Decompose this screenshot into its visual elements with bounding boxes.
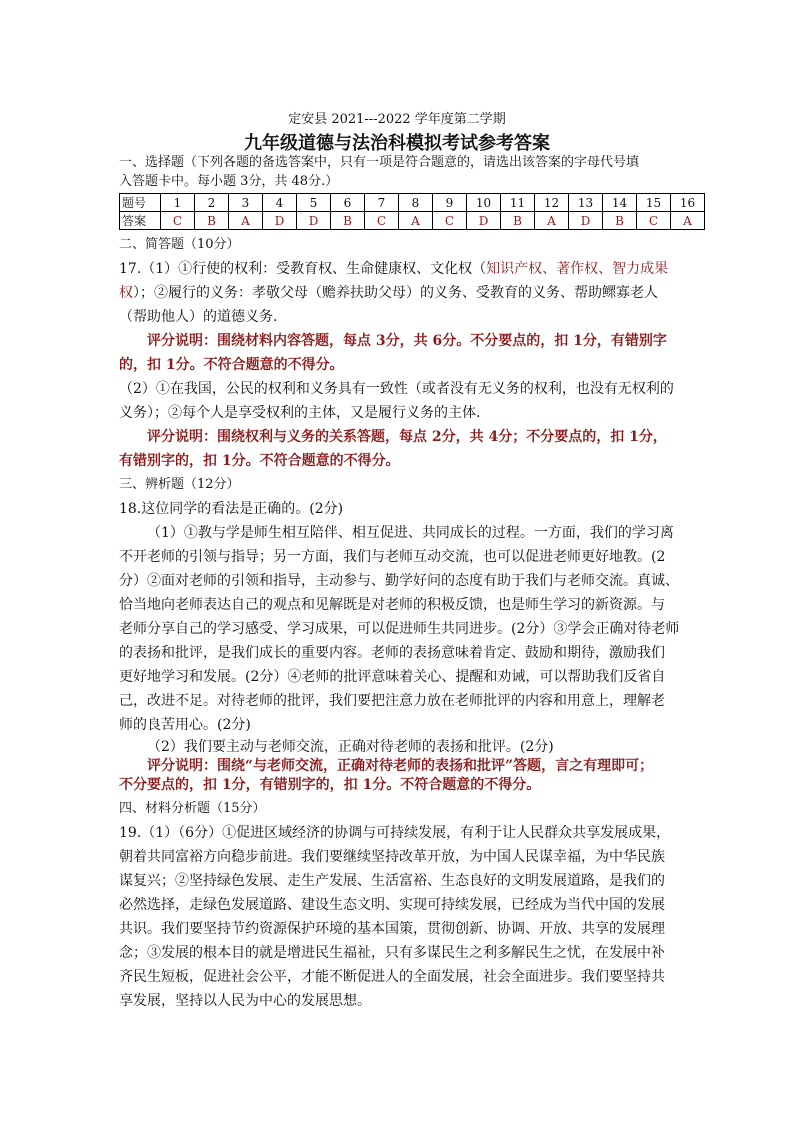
q17-text: ）；②履行的义务：孝敬父母（赡养扶助父母）的义务、受教育的义务、帮助鳏寡老人 (133, 285, 658, 301)
q18-line: 己，改进不足。对待老师的批评，我们要把注意力放在老师批评的内容和用意上，理解老 (119, 693, 665, 709)
scoring-note-1-line1: 评分说明：围绕材料内容答题，每点 3分，共 6分。不分要点的，扣 1分，有错别字 (147, 333, 667, 349)
answer-letter: B (603, 212, 637, 230)
question-number: 16 (671, 194, 705, 212)
answer-letter: B (195, 212, 229, 230)
question-number: 4 (263, 194, 297, 212)
q18-line: （1）①教与学是师生相互陪伴、相互促进、共同成长的过程。一方面，我们的学习离 (147, 525, 674, 541)
answer-letter: A (535, 212, 569, 230)
answer-letter: A (229, 212, 263, 230)
question-number: 12 (535, 194, 569, 212)
q19-line: 共识。我们要坚持节约资源保护环境的基本国策，贯彻创新、协调、开放、共享的发展理 (119, 921, 665, 937)
question-number: 15 (637, 194, 671, 212)
q18-line: 师的良苦用心。(2分) (119, 717, 251, 733)
answer-letter: D (569, 212, 603, 230)
q18-line: 的表扬和批评，是我们成长的重要内容。老师的表扬意味着肯定、鼓励和期待，激励我们 (119, 645, 665, 661)
scoring-note-1-line2: 的，扣 1分。不符合题意的不得分。 (119, 357, 344, 373)
answer-letter: C (637, 212, 671, 230)
q19-line: 齐民生短板，促进社会公平，才能不断促进人的全面发展，社会全面进步。我们要坚持共 (119, 969, 665, 985)
scoring-note-2-line1: 评分说明：围绕权利与义务的关系答题，每点 2分，共 4分；不分要点的，扣 1分， (147, 429, 667, 445)
q19-line: 必然选择，走绿色发展道路、建设生态文明、实现可持续发展，已经成为当代中国的发展 (119, 897, 665, 913)
document-subtitle: 定安县 2021---2022 学年度第二学期 (288, 112, 506, 127)
answer-letter: D (467, 212, 501, 230)
q17-highlight: 知识产权、著作权、智力成果 (486, 261, 669, 277)
q18-line: 恰当地向老师表达自己的观点和见解既是对老师的积极反馈，也是师生学习的新资源。与 (119, 597, 665, 613)
q19-line: 19.（1）（6分）①促进区域经济的协调与可持续发展，有利于让人民群众共享发展成果， (119, 825, 671, 841)
q19-line: 谋复兴；②坚持绿色发展、走生产发展、生活富裕、生态良好的文明发展道路，是我们的 (119, 873, 665, 889)
question-number: 5 (297, 194, 331, 212)
q19-line: 念；③发展的根本目的就是增进民生福祉，只有多谋民生之利多解民生之忧，在发展中补 (119, 945, 665, 961)
scoring-note-3-line2: 不分要点的，扣 1分，有错别字的，扣 1分。不符合题意的不得分。 (119, 777, 541, 793)
scoring-note-2-line2: 有错别字的，扣 1分。不符合题意的不得分。 (119, 453, 400, 469)
question-number: 6 (331, 194, 365, 212)
question-number: 10 (467, 194, 501, 212)
q17-part1-line3: （帮助他人）的道德义务. (119, 309, 278, 325)
scoring-note-3-line1: 评分说明：围绕“与老师交流，正确对待老师的表扬和批评”答题，言之有理即可； (147, 758, 654, 774)
answer-table (119, 193, 705, 230)
answer-letter: B (331, 212, 365, 230)
answer-letter: C (161, 212, 195, 230)
answer-letter: D (297, 212, 331, 230)
answer-row (120, 212, 705, 230)
answer-letter: D (263, 212, 297, 230)
answer-label: 答案 (120, 212, 161, 230)
q19-line: 朝着共同富裕方向稳步前进。我们要继续坚持改革开放，为中国人民谋幸福，为中华民族 (119, 849, 665, 865)
q18-line: 更好地学习和发展。(2分）④老师的批评意味着关心、提醒和劝诫，可以帮助我们反省自 (119, 669, 666, 685)
q17-part2-line2: 义务）；②每个人是享受权利的主体，又是履行义务的主体. (119, 405, 481, 421)
answer-letter: A (399, 212, 433, 230)
answer-letter: C (433, 212, 467, 230)
q18-statement: 18.这位同学的看法是正确的。(2分) (119, 501, 344, 517)
question-number-label: 题号 (120, 194, 161, 212)
q18-line: 不开老师的引领与指导；另一方面，我们与老师互动交流，也可以促进老师更好地教。(2 (119, 549, 666, 565)
answer-letter: B (501, 212, 535, 230)
question-number: 8 (399, 194, 433, 212)
question-number-row (120, 194, 705, 212)
q18-part2: （2）我们要主动与老师交流，正确对待老师的表扬和批评。(2分) (147, 739, 554, 755)
question-number: 2 (195, 194, 229, 212)
question-number: 7 (365, 194, 399, 212)
section2-heading: 二、简答题（10分） (119, 237, 240, 252)
q18-line: 老师分享自己的学习感受、学习成果，可以促进师生共同进步。(2分）③学会正确对待老师 (119, 621, 680, 637)
question-number: 9 (433, 194, 467, 212)
document-title: 九年级道德与法治科模拟考试参考答案 (244, 133, 550, 154)
q17-part1-line1 (119, 260, 668, 278)
question-number: 11 (501, 194, 535, 212)
section3-heading: 三、辨析题（12分） (119, 477, 240, 492)
question-number: 1 (161, 194, 195, 212)
section1-intro-line2: 入答题卡中。每小题 3分，共 48分.） (119, 174, 339, 189)
answer-letter: C (365, 212, 399, 230)
q17-part2-line1: （2）①在我国，公民的权利和义务具有一致性（或者没有无义务的权利，也没有无权利的 (119, 381, 674, 397)
q18-line: 分）②面对老师的引领和指导，主动参与、勤学好问的态度有助于我们与老师交流。真诚、 (119, 573, 679, 589)
section4-heading: 四、材料分析题（15分） (119, 801, 266, 816)
question-number: 3 (229, 194, 263, 212)
q19-line: 享发展，坚持以人民为中心的发展思想。 (119, 993, 371, 1009)
q17-text: 17.（1）①行使的权利：受教育权、生命健康权、文化权（ (119, 261, 487, 277)
question-number: 13 (569, 194, 603, 212)
q17-highlight: 权 (119, 285, 133, 301)
question-number: 14 (603, 194, 637, 212)
answer-letter: A (671, 212, 705, 230)
q17-part1-line2 (119, 284, 658, 302)
section1-intro-line1: 一、选择题（下列各题的备选答案中，只有一项是符合题意的，请选出该答案的字母代号填 (119, 155, 640, 170)
